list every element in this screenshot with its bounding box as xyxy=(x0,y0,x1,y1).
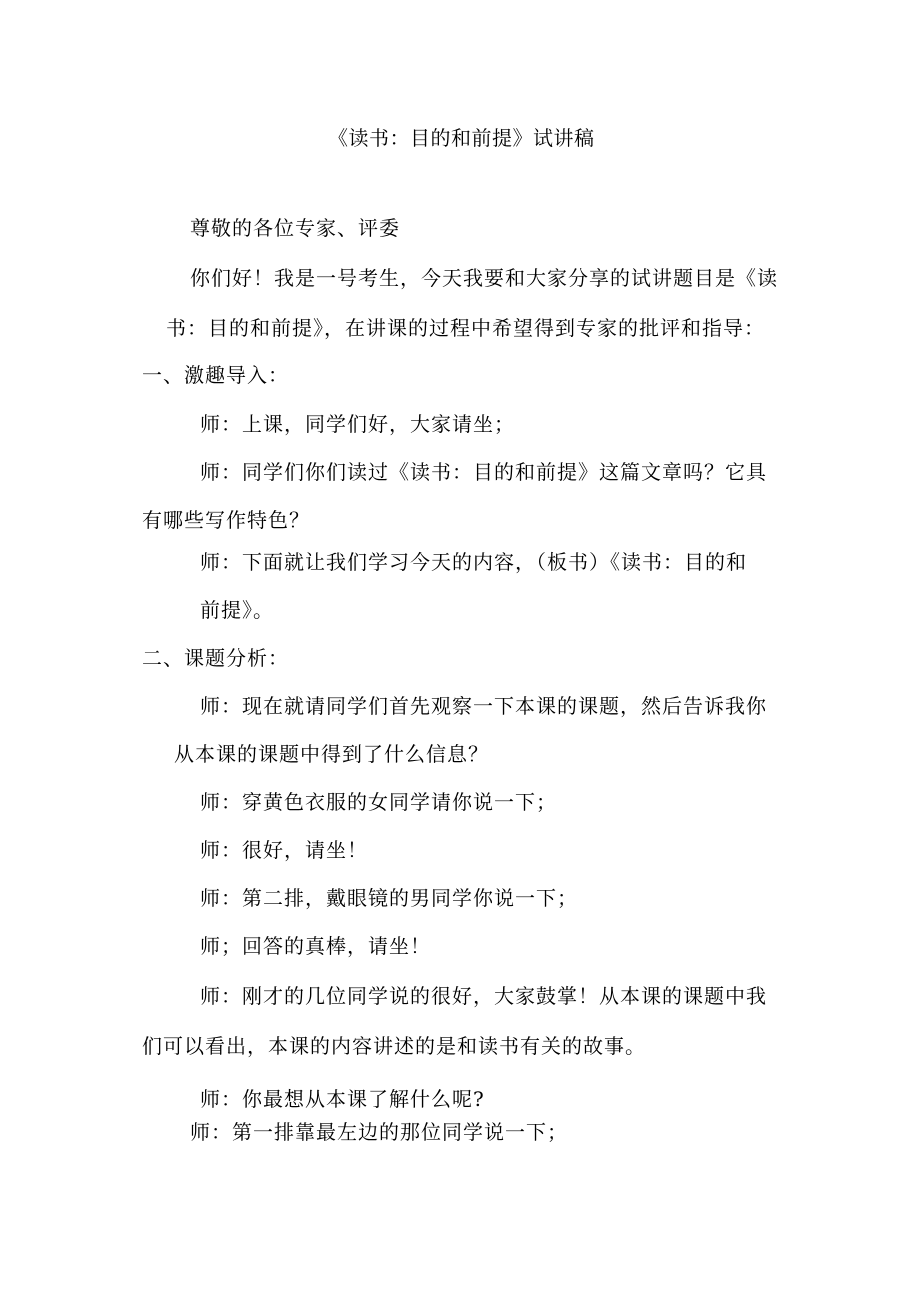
paragraph-line: 师；回答的真棒，请坐！ xyxy=(200,934,431,958)
intro-line-2: 书：目的和前提》，在讲课的过程中希望得到专家的批评和指导： xyxy=(166,316,765,340)
paragraph-line: 师：你最想从本课了解什么呢? xyxy=(200,1087,485,1111)
section-heading-1: 一、激趣导入： xyxy=(142,363,289,387)
paragraph-line: 从本课的课题中得到了什么信息？ xyxy=(174,742,489,766)
paragraph-line: 师：很好，请坐！ xyxy=(200,838,368,862)
greeting-line: 尊敬的各位专家、评委 xyxy=(190,216,400,240)
intro-line-1: 你们好！我是一号考生，今天我要和大家分享的试讲题目是《读 xyxy=(190,266,778,290)
paragraph-line: 师：第二排，戴眼镜的男同学你说一下； xyxy=(200,886,578,910)
paragraph-line: 师：上课，同学们好，大家请坐； xyxy=(200,412,515,436)
paragraph-line: 师：下面就让我们学习今天的内容，（板书）《读书：目的和 xyxy=(200,550,747,574)
paragraph-line: 师：现在就请同学们首先观察一下本课的课题，然后告诉我你 xyxy=(200,694,767,718)
paragraph-line: 师：第一排靠最左边的那位同学说一下； xyxy=(190,1120,568,1144)
document-title: 《读书：目的和前提》试讲稿 xyxy=(328,126,595,150)
paragraph-line: 师：刚才的几位同学说的很好，大家鼓掌！从本课的课题中我 xyxy=(200,984,767,1008)
section-heading-2: 二、课题分析： xyxy=(142,646,289,670)
paragraph-line: 们可以看出，本课的内容讲述的是和读书有关的故事。 xyxy=(142,1034,646,1058)
paragraph-line: 前提》。 xyxy=(200,598,274,622)
paragraph-line: 有哪些写作特色？ xyxy=(142,508,310,532)
paragraph-line: 师：穿黄色衣服的女同学请你说一下； xyxy=(200,790,557,814)
paragraph-line: 师：同学们你们读过《读书：目的和前提》这篇文章吗？它具 xyxy=(200,460,767,484)
